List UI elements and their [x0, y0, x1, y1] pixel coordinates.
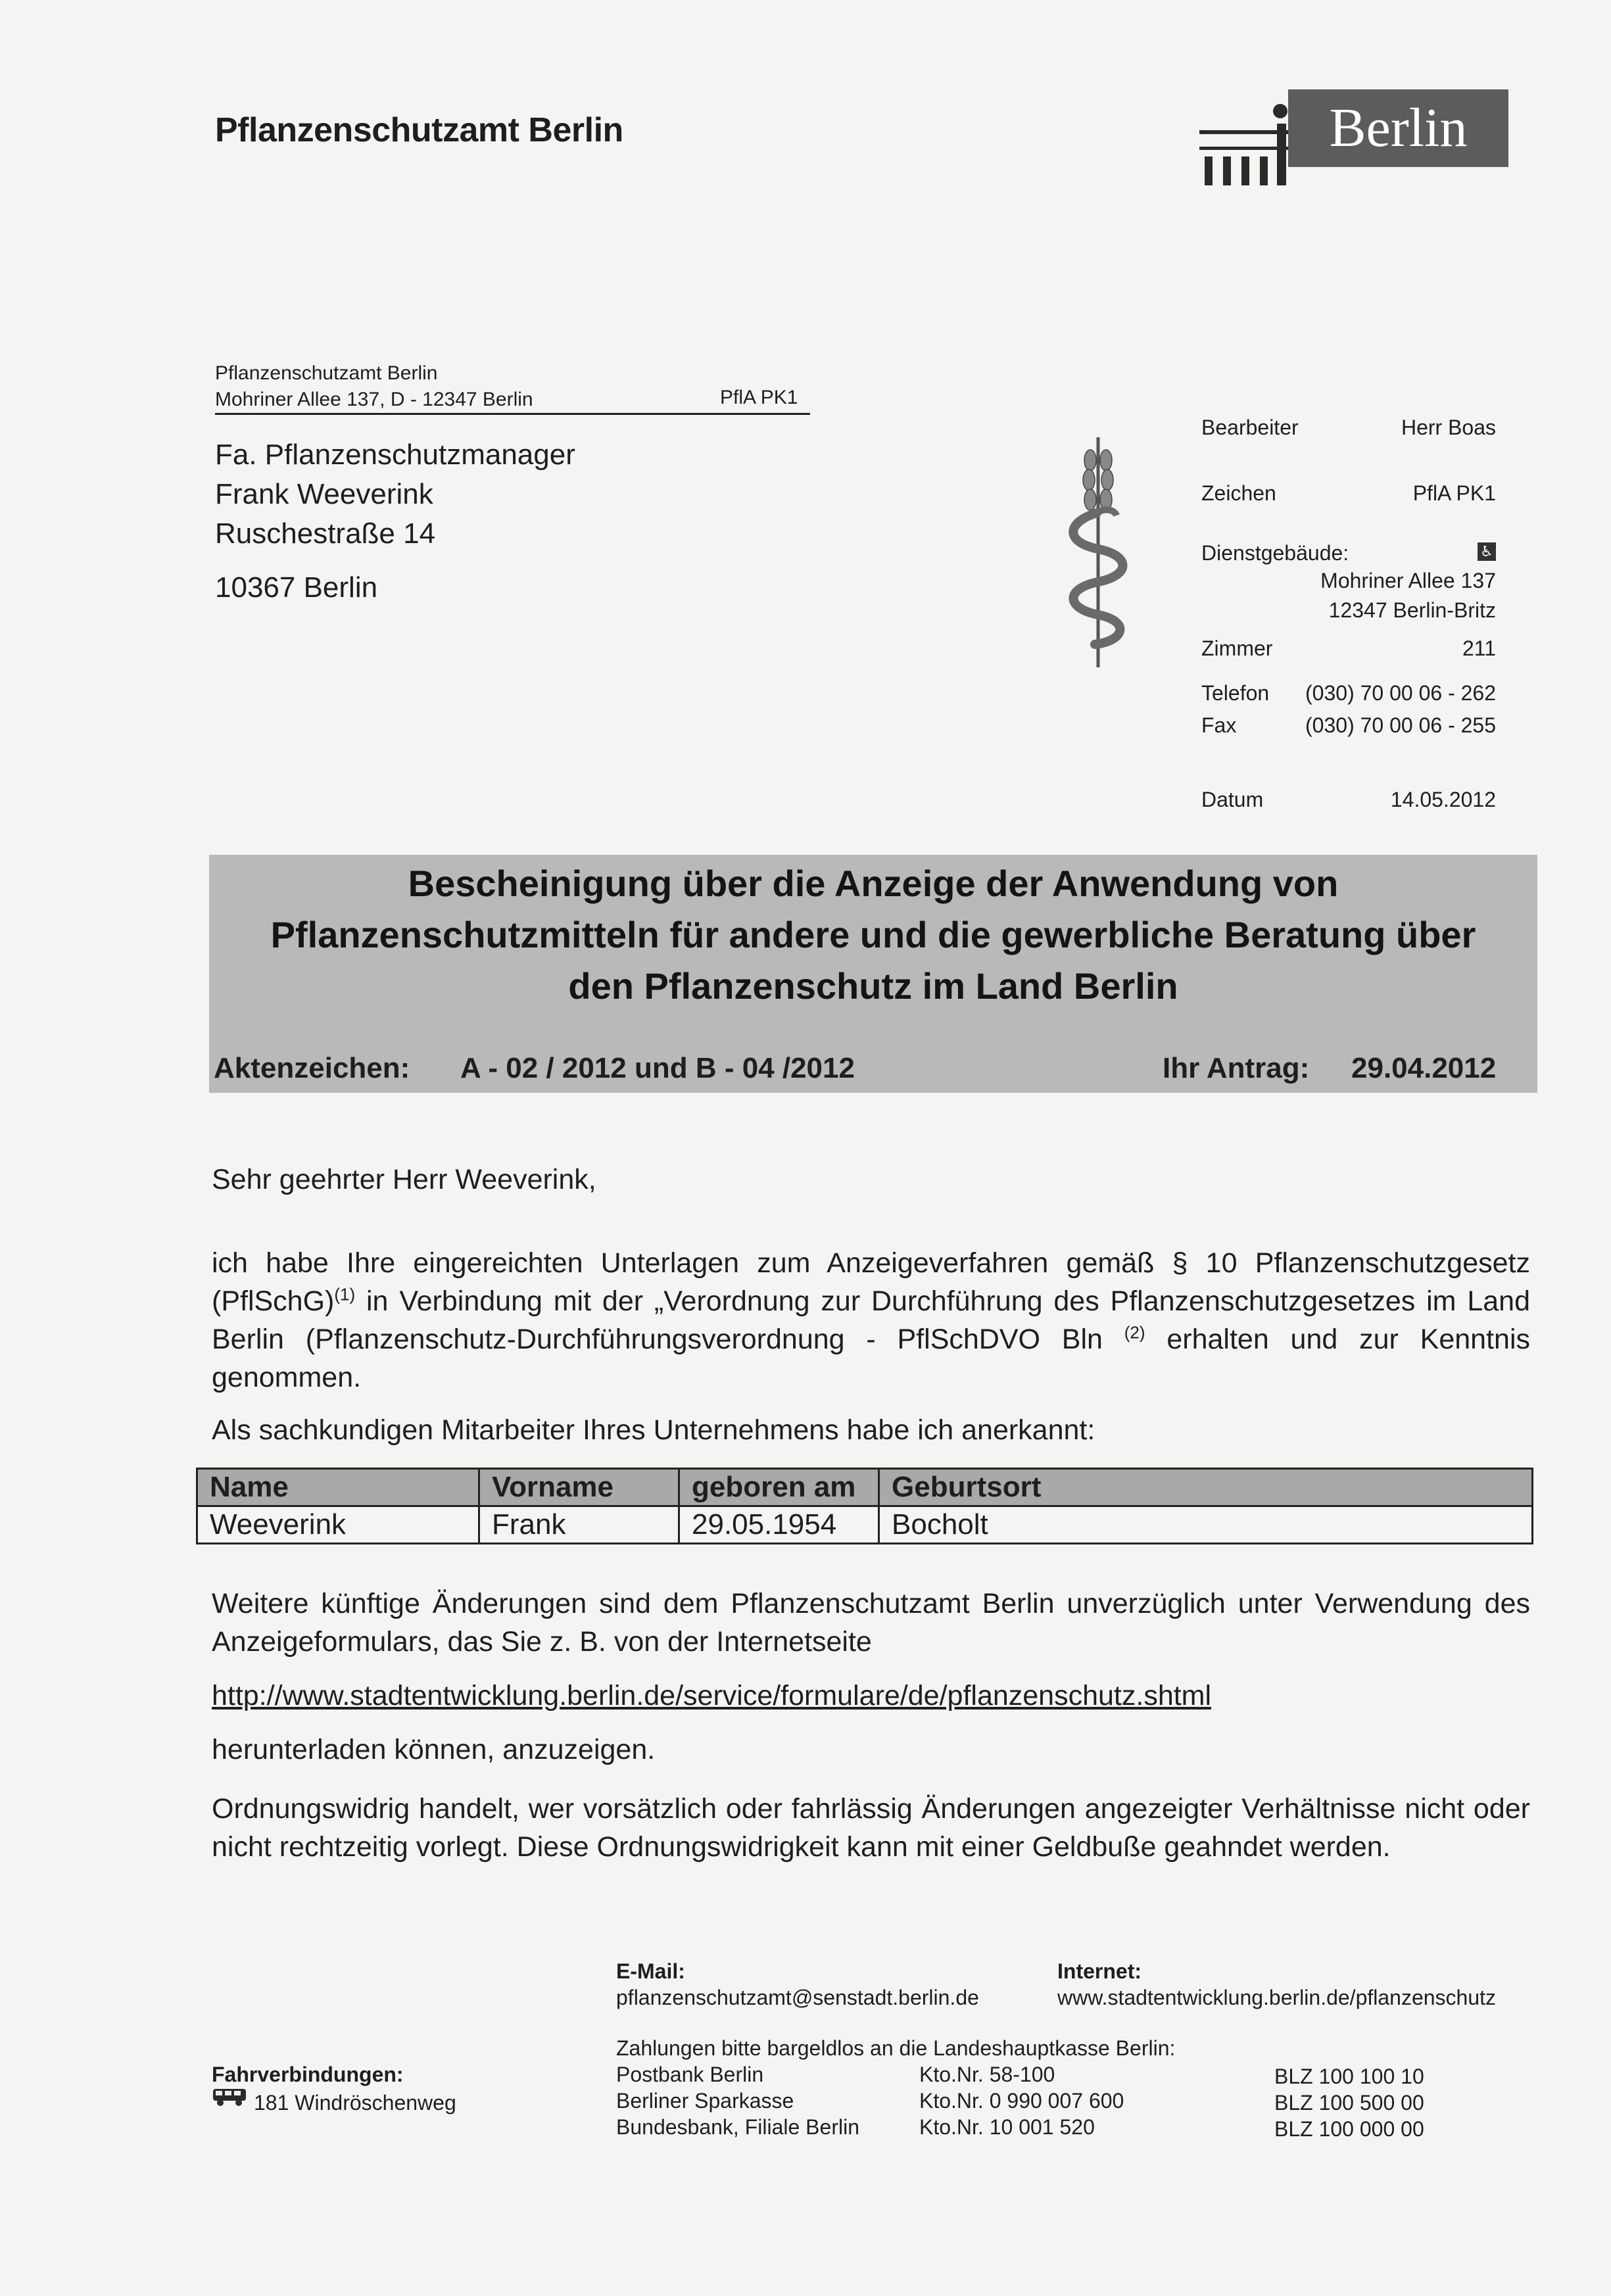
payment-intro: Zahlungen bitte bargeldlos an die Landeshauptkasse Berlin: [616, 2036, 1176, 2060]
dienstgebaeude-line: Mohriner Allee 137 [1320, 569, 1496, 592]
agency-name: Pflanzenschutzamt Berlin [215, 111, 623, 149]
title-line: Pflanzenschutzmitteln für andere und die gewerbliche Beratung über [270, 914, 1476, 955]
paragraph-intro [212, 1244, 1530, 1397]
table-cell: Weeverink [197, 1506, 479, 1544]
paragraph-download: herunterladen können, anzuzeigen. [212, 1734, 656, 1765]
bus-icon [212, 2088, 247, 2107]
bank-name: Berliner Sparkasse [616, 2089, 794, 2113]
recipient-line: Fa. Pflanzenschutzmanager [215, 439, 575, 471]
column-header: Name [197, 1469, 479, 1506]
email-address[interactable]: pflanzenschutzamt@senstadt.berlin.de [616, 1986, 979, 2009]
internet-address[interactable]: www.stadtentwicklung.berlin.de/pflanzenschutz [1057, 1986, 1497, 2009]
fax-label: Fax [1201, 713, 1237, 737]
document-title [209, 858, 1537, 1012]
zeichen-value: PflA PK1 [1412, 481, 1496, 505]
title-line: den Pflanzenschutz im Land Berlin [568, 965, 1178, 1007]
sender-code: PflA PK1 [720, 387, 798, 408]
bearbeiter-value: Herr Boas [1401, 416, 1496, 439]
datum-value: 14.05.2012 [1390, 788, 1496, 811]
bearbeiter-label: Bearbeiter [1201, 416, 1299, 439]
sender-address [215, 360, 533, 413]
email-label: E-Mail: [616, 1959, 685, 1983]
dienstgebaeude-label: Dienstgebäude: [1201, 541, 1349, 565]
zimmer-label: Zimmer [1201, 636, 1273, 660]
paragraph-penalty: Ordnungswidrig handelt, wer vorsätzlich oder fahrlässig Änderungen angezeigter Verhältnisse nicht oder nicht rechtzeitig vorlegt. Diese Ordnungswidrigkeit kann mit einer Geldbuße geahndet werden. [212, 1793, 1530, 1863]
bank-account: Kto.Nr. 10 001 520 [919, 2115, 1095, 2139]
table-cell: 29.05.1954 [679, 1506, 879, 1544]
bank-blz: BLZ 100 500 00 [1274, 2091, 1424, 2115]
zimmer-value: 211 [1462, 636, 1496, 660]
table-cell: Frank [479, 1506, 679, 1544]
table-header-row [197, 1469, 1533, 1506]
staff-table [196, 1468, 1533, 1544]
internet-label: Internet: [1057, 1959, 1142, 1983]
aktenzeichen-value: A - 02 / 2012 und B - 04 /2012 [460, 1052, 855, 1084]
bank-name: Postbank Berlin [616, 2063, 764, 2086]
fax-value: (030) 70 00 06 - 255 [1305, 713, 1496, 737]
transport-label: Fahrverbindungen: [212, 2063, 404, 2086]
telefon-label: Telefon [1201, 681, 1270, 705]
transport-line: 181 Windröschenweg [254, 2091, 456, 2115]
divider [215, 413, 810, 415]
paragraph-changes: Weitere künftige Änderungen sind dem Pflanzenschutzamt Berlin unverzüglich unter Verwendung des Anzeigeformulars, das Sie z. B. von der Internetseite [212, 1588, 1530, 1658]
title-line: Bescheinigung über die Anzeige der Anwendung von [408, 863, 1339, 904]
column-header: Geburtsort [879, 1469, 1533, 1506]
bank-account: Kto.Nr. 0 990 007 600 [919, 2089, 1124, 2113]
aktenzeichen-label: Aktenzeichen: [214, 1052, 410, 1084]
sender-line: Pflanzenschutzamt Berlin [215, 362, 438, 384]
form-link[interactable]: http://www.stadtentwicklung.berlin.de/service/formulare/de/pflanzenschutz.shtml [212, 1680, 1212, 1711]
zeichen-label: Zeichen [1201, 481, 1276, 505]
recipient-address [215, 435, 575, 608]
recipient-city: 10367 Berlin [215, 571, 378, 604]
table-row [197, 1506, 1533, 1544]
footnote-ref: (1) [334, 1284, 356, 1304]
bank-blz: BLZ 100 100 10 [1274, 2065, 1424, 2088]
dienstgebaeude-line: 12347 Berlin-Britz [1328, 598, 1496, 622]
paragraph-recognized: Als sachkundigen Mitarbeiter Ihres Unternehmens habe ich anerkannt: [212, 1414, 1095, 1446]
antrag-value: 29.04.2012 [1351, 1052, 1497, 1084]
paragraph-text: ich habe Ihre eingereichten Unterlagen zum Anzeigeverfahren gemäß § 10 Pflanzenschutzgesetz (PflSchG) [212, 1247, 1530, 1317]
antrag-label: Ihr Antrag: [1163, 1052, 1310, 1084]
salutation: Sehr geehrter Herr Weeverink, [212, 1164, 596, 1195]
paragraph-text: in Verbindung mit der „Verordnung zur Durchführung des Pflanzenschutzgesetzes im Land Berlin (Pflanzenschutz-Durchführungsverordnung - PflSchDVO Bln [212, 1285, 1530, 1355]
bank-name: Bundesbank, Filiale Berlin [616, 2115, 859, 2139]
staff-emblem-icon [1059, 434, 1138, 671]
bank-account: Kto.Nr. 58-100 [919, 2063, 1055, 2086]
footnote-ref: (2) [1124, 1322, 1145, 1343]
telefon-value: (030) 70 00 06 - 262 [1305, 681, 1496, 705]
logo-text: Berlin [1288, 89, 1508, 167]
column-header: Vorname [479, 1469, 679, 1506]
column-header: geboren am [679, 1469, 879, 1506]
table-cell: Bocholt [879, 1506, 1533, 1544]
recipient-line: Frank Weeverink [215, 478, 433, 510]
wheelchair-icon: ♿ [1478, 542, 1496, 561]
datum-label: Datum [1201, 788, 1264, 811]
paragraph-text: erhalten und zur Kenntnis genommen. [212, 1324, 1531, 1393]
bank-blz: BLZ 100 000 00 [1274, 2117, 1424, 2141]
berlin-logo [1199, 84, 1508, 189]
recipient-line: Ruschestraße 14 [215, 517, 436, 550]
sender-line: Mohriner Allee 137, D - 12347 Berlin [215, 389, 533, 410]
